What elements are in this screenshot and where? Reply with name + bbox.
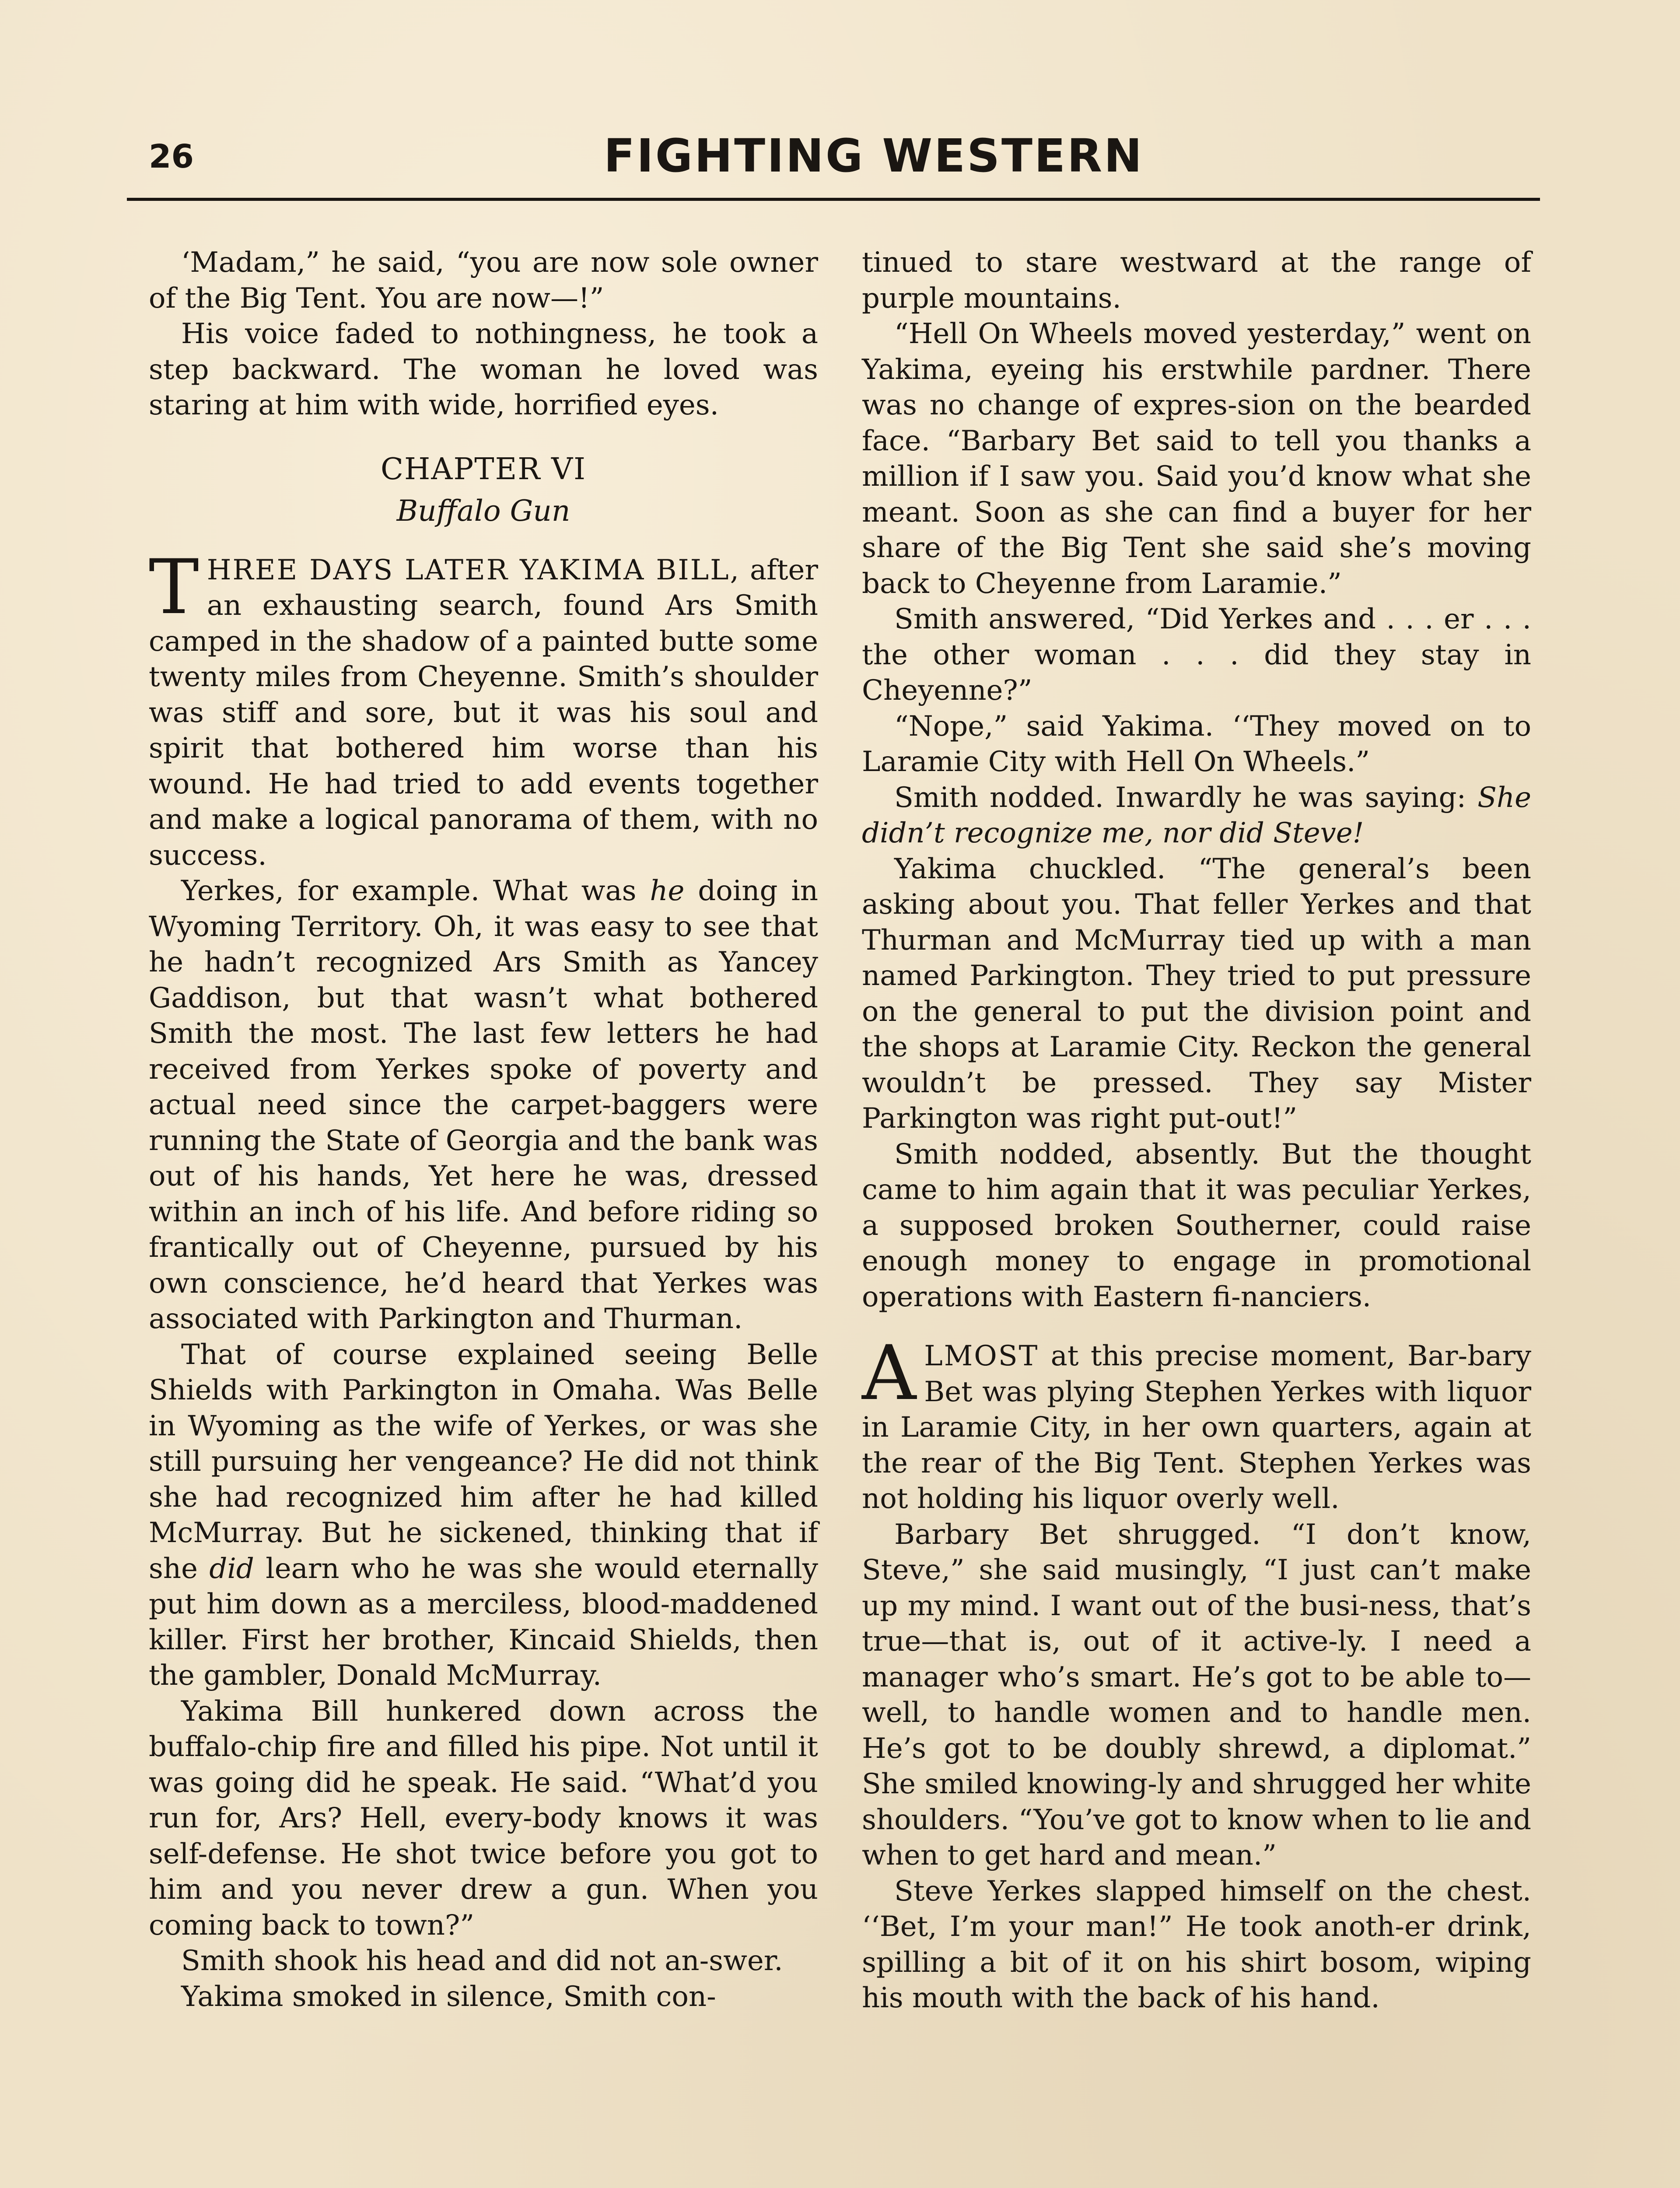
chapter-heading: CHAPTER VI (381, 452, 586, 487)
paragraph: Yakima Bill hunkered down across the buffalo-chip fire and filled his pipe. Not until it was going did he speak. He said. “What’d you run for, Ars? Hell, every-body knows it was self-defense. He shot twice before you got to him and you never drew a gun. When you coming back to town?” (149, 1695, 818, 1942)
paragraph-text: learn who he was she would eternally put him down as a merciless, blood-maddened killer. First her brother, Kincaid Shields, then the gambler, Donald McMurray. (149, 1552, 818, 1692)
header-rule (127, 198, 1540, 201)
paragraph: Steve Yerkes slapped himself on the chest. ‘‘Bet, I’m your man!” He took anoth-er drink, spilling a bit of it on his shirt bosom, wiping his mouth with the back of his hand. (862, 1875, 1531, 2014)
drop-cap: A (862, 1329, 917, 1417)
paragraph: tinued to stare westward at the range of purple mountains. (862, 246, 1531, 315)
emphasis: he (650, 875, 685, 907)
paragraph (149, 543, 819, 874)
magazine-title: FIGHTING WESTERN (604, 129, 1144, 182)
paragraph (862, 780, 1531, 852)
paragraph (149, 873, 818, 1337)
paragraph-text: doing in Wyoming Territory. Oh, it was easy to see that he hadn’t recognized Ars Smith as Yancey Gaddison, but that wasn’t what bothered Smith the most. The last few letters he had received from Yerkes spoke of poverty and actual need since the carpet-baggers were running the State of Georgia and the bank was out of his hands, Yet here he was, dressed within an inch of his life. And before riding so frantically out of Cheyenne, pursued by his own conscience, he’d heard that Yerkes was associated with Parkington and Thurman. (149, 875, 818, 1335)
paragraph: Smith nodded, absently. But the thought came to him again that it was peculiar Yerkes, a supposed broken Southerner, could raise enough money to engage in promotional operations with Eastern fi-nanciers. (862, 1138, 1531, 1313)
page-number: 26 (149, 138, 194, 175)
paragraph: His voice faded to nothingness, he took a step backward. The woman he loved was staring at him with wide, horrified eyes. (149, 318, 818, 421)
paragraph: Yakima chuckled. “The general’s been asking about you. That feller Yerkes and that Thurman and McMurray tied up with a man named Parkington. They tried to put pressure on the general to put the division point and the shops at Laramie City. Reckon the general wouldn’t be pressed. They say Mister Parkington was right put-out!” (862, 852, 1531, 1135)
emphasis: did (209, 1552, 254, 1585)
chapter-title: Buffalo Gun (396, 494, 570, 528)
paragraph: Barbary Bet shrugged. “I don’t know, Steve,” she said musingly, “I just can’t make up my mind. I want out of the busi-ness, that’s true—that is, out of it active-ly. I need a manager who’s smart. He’s got to be able to—well, to handle women and to handle men. He’s got to be doubly shrewd, a diplomat.” She smiled knowing-ly and shrugged her white shoulders. “You’ve got to know when to lie and when to get hard and mean.” (862, 1518, 1531, 1872)
lead-in-caps: HREE DAYS LATER YAKIMA BILL, (206, 554, 740, 586)
paragraph: ‘Madam,” he said, “you are now sole owner of the Big Tent. You are now—!” (149, 246, 818, 315)
left-column (149, 245, 818, 2015)
paragraph-text: Smith nodded. Inwardly he was saying: (894, 781, 1466, 814)
right-column (862, 245, 1531, 2016)
paragraph: “Nope,” said Yakima. ‘‘They moved on to Laramie City with Hell On Wheels.” (862, 710, 1531, 778)
paragraph-text: at this precise moment, Bar-bary Bet was plying Stephen Yerkes with liquor in Laramie City, in her own quarters, again at the rear of the Big Tent. Stephen Yerkes was not holding his liquor overly well. (862, 1340, 1531, 1515)
paragraph: Yakima smoked in silence, Smith con- (181, 1980, 716, 2013)
lead-in-caps: LMOST (924, 1340, 1039, 1372)
paragraph-text: Yerkes, for example. What was (181, 875, 650, 907)
paragraph (149, 1337, 818, 1694)
paragraph: “Hell On Wheels moved yesterday,” went on Yakima, eyeing his erstwhile pardner. There was no change of expres-sion on the bearded face. “Barbary Bet said to tell you thanks a million if I saw you. Said you’d know what she meant. Soon as she can find a buyer for her share of the Big Tent she said she’s moving back to Cheyenne from Laramie.” (862, 318, 1531, 600)
drop-cap: T (149, 543, 199, 631)
paragraph: Smith shook his head and did not an-swer. (181, 1945, 783, 1977)
paragraph: Smith answered, “Did Yerkes and . . . er . . . the other woman . . . did they stay in Cheyenne?” (862, 603, 1531, 707)
paragraph-text: That of course explained seeing Belle Shields with Parkington in Omaha. Was Belle in Wyoming as the wife of Yerkes, or was she still pursuing her vengeance? He did not think she had recognized him after he had killed McMurray. But he sickened, thinking that if she (149, 1338, 818, 1585)
page-header (149, 129, 1540, 195)
paragraph (862, 1329, 1531, 1517)
emphasis: She didn’t recognize me, nor did Steve! (862, 781, 1531, 849)
paragraph-text: after an exhausting search, found Ars Smith camped in the shadow of a painted butte some twenty miles from Cheyenne. Smith’s shoulder was stiff and sore, but it was his soul and spirit that bothered him worse than his wound. He had tried to add events together and make a logical panorama of them, with no success. (149, 554, 819, 872)
